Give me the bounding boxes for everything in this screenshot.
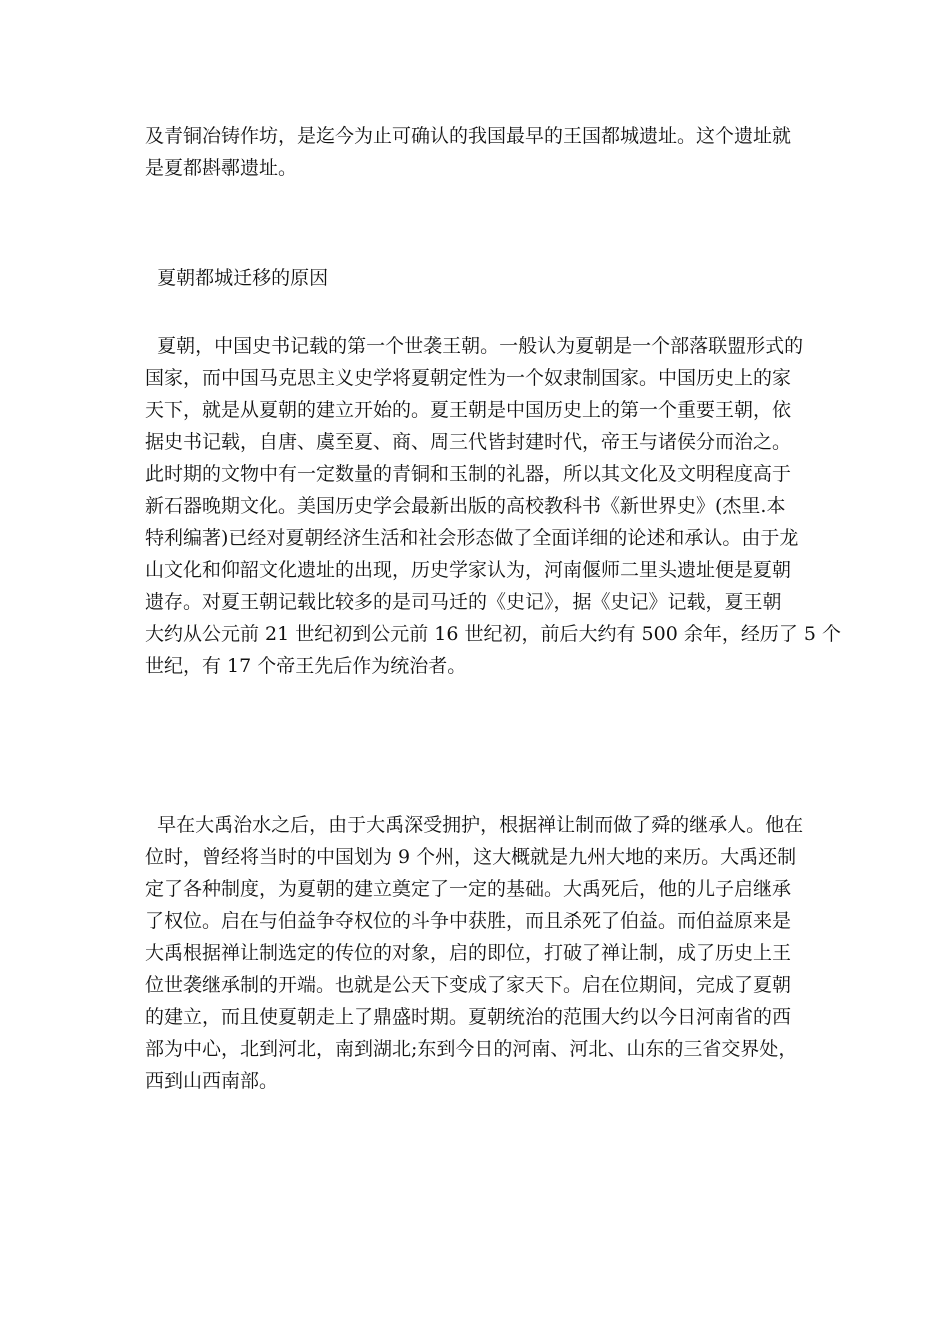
text-line: 天下，就是从夏朝的建立开始的。夏王朝是中国历史上的第一个重要王朝，依 xyxy=(145,399,792,421)
text-line: 西到山西南部。 xyxy=(145,1070,279,1092)
text-line: 大禹根据禅让制选定的传位的对象，启的即位，打破了禅让制，成了历史上王 xyxy=(145,942,792,964)
text-line: 国家，而中国马克思主义史学将夏朝定性为一个奴隶制国家。中国历史上的家 xyxy=(145,367,792,389)
text-line: 遗存。对夏王朝记载比较多的是司马迁的《史记》，据《史记》记载，夏王朝 xyxy=(145,591,782,613)
text-line: 是夏都斟鄩遗址。 xyxy=(145,157,298,179)
text-line: 的建立，而且使夏朝走上了鼎盛时期。夏朝统治的范围大约以今日河南省的西 xyxy=(145,1006,792,1028)
section-heading: 夏朝都城迁移的原因 xyxy=(145,267,329,289)
paragraph-xia-dynasty xyxy=(145,330,842,682)
text-line: 了权位。启在与伯益争夺权位的斗争中获胜，而且杀死了伯益。而伯益原来是 xyxy=(145,910,792,932)
text-line: 此时期的文物中有一定数量的青铜和玉制的礼器，所以其文化及文明程度高于 xyxy=(145,463,792,485)
paragraph-intro xyxy=(145,120,810,184)
text-line: 夏朝，中国史书记载的第一个世袭王朝。一般认为夏朝是一个部落联盟形式的 xyxy=(145,335,804,357)
text-line: 新石器晚期文化。美国历史学会最新出版的高校教科书《新世界史》(杰里.本 xyxy=(145,495,786,517)
text-line: 据史书记载，自唐、虞至夏、商、周三代皆封建时代，帝王与诸侯分而治之。 xyxy=(145,431,792,453)
text-line: 定了各种制度，为夏朝的建立奠定了一定的基础。大禹死后，他的儿子启继承 xyxy=(145,878,792,900)
text-line: 世纪，有 17 个帝王先后作为统治者。 xyxy=(145,655,467,677)
text-line: 大约从公元前 21 世纪初到公元前 16 世纪初，前后大约有 500 余年，经历了 5 个 xyxy=(145,623,842,645)
text-line: 位世袭继承制的开端。也就是公天下变成了家天下。启在位期间，完成了夏朝 xyxy=(145,974,792,996)
text-line: 位时，曾经将当时的中国划为 9 个州，这大概就是九州大地的来历。大禹还制 xyxy=(145,846,797,868)
text-line: 部为中心，北到河北，南到湖北;东到今日的河南、河北、山东的三省交界处， xyxy=(145,1038,798,1060)
text-line: 山文化和仰韶文化遗址的出现，历史学家认为，河南偃师二里头遗址便是夏朝 xyxy=(145,559,792,581)
paragraph-dayu xyxy=(145,809,810,1097)
text-line: 早在大禹治水之后，由于大禹深受拥护，根据禅让制而做了舜的继承人。他在 xyxy=(145,814,804,836)
text-line: 及青铜冶铸作坊，是迄今为止可确认的我国最早的王国都城遗址。这个遗址就 xyxy=(145,125,792,147)
text-line: 特利编著)已经对夏朝经济生活和社会形态做了全面详细的论述和承认。由于龙 xyxy=(145,527,799,549)
